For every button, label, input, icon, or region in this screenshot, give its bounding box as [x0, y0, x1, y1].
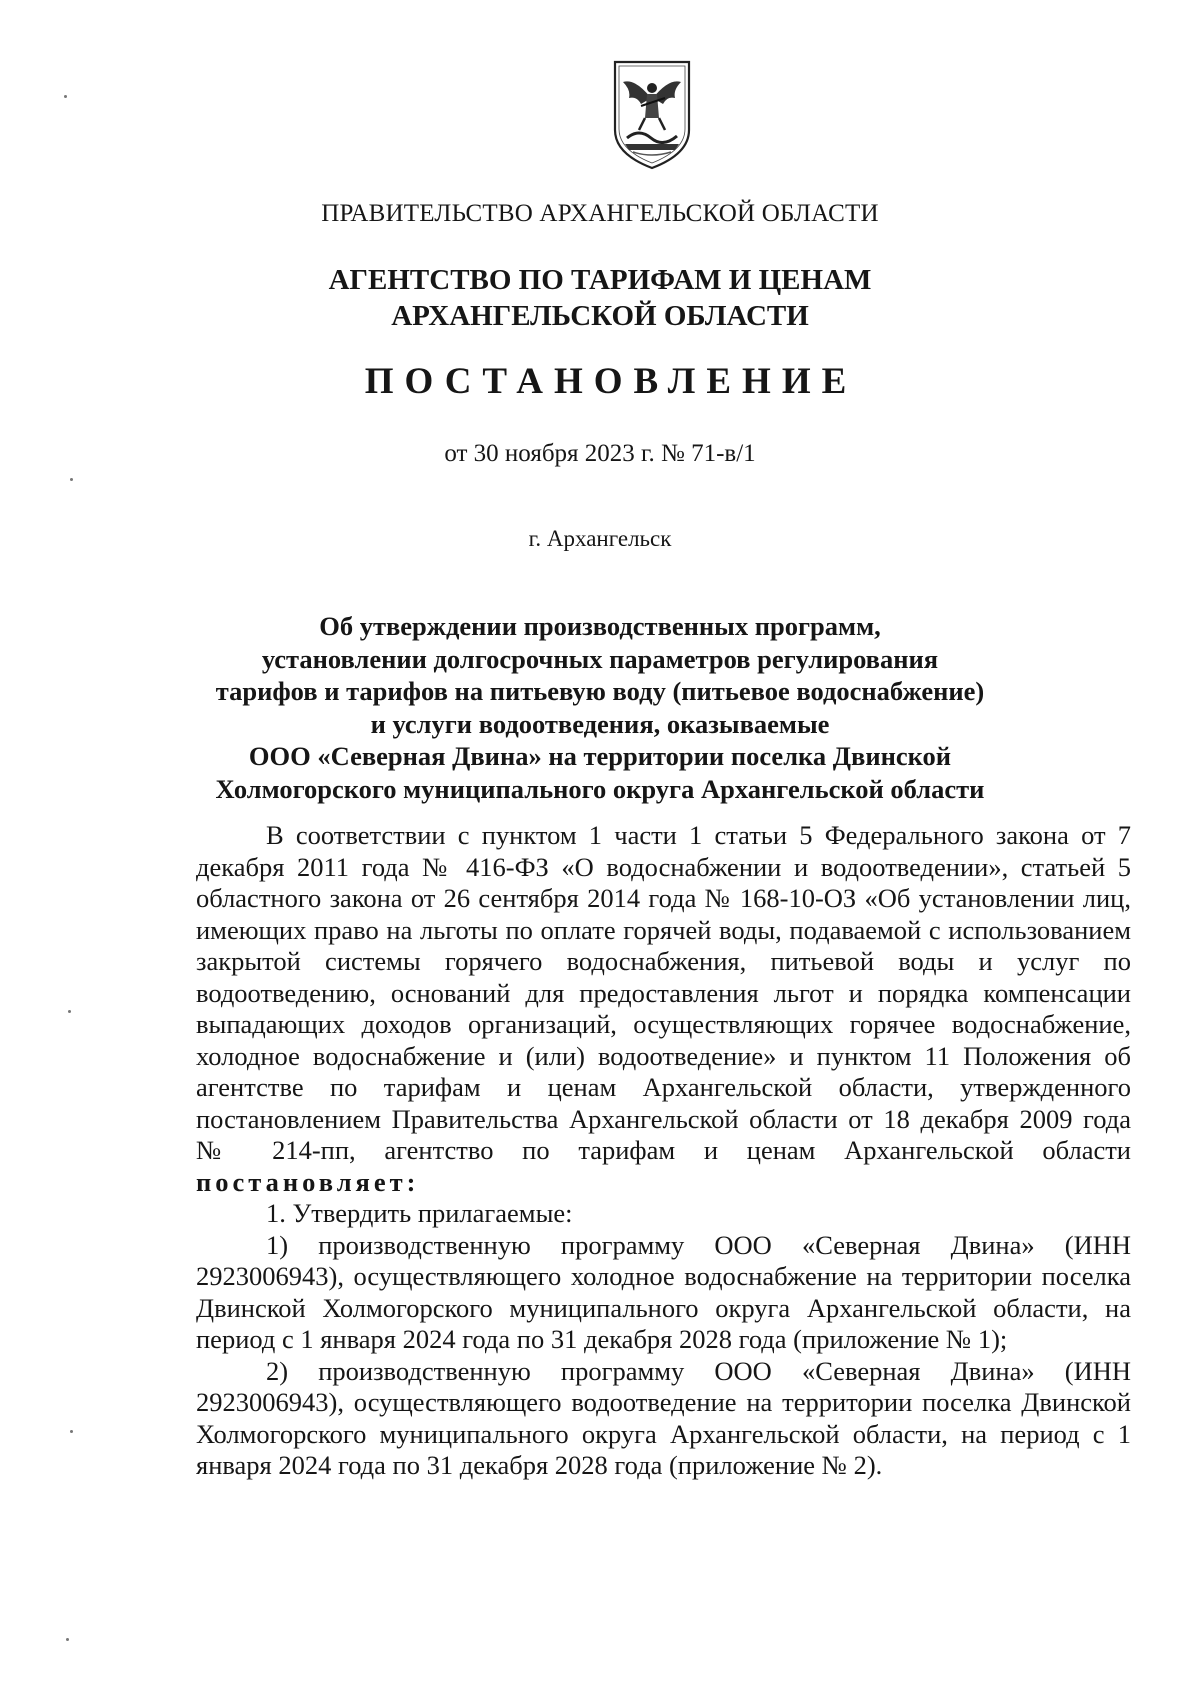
coat-of-arms-emblem [611, 58, 693, 170]
subject-line: и услуги водоотведения, оказываемые [370, 708, 830, 739]
subject-line: установлении долгосрочных параметров регулирования [261, 643, 939, 674]
scan-speck [68, 1010, 71, 1013]
subject-line: ООО «Северная Двина» на территории поселка Двинской [248, 741, 952, 771]
resolves-word: постановляет: [196, 1166, 420, 1197]
scan-speck [66, 1638, 69, 1641]
document-subject [0, 610, 1200, 805]
preamble-paragraph [196, 820, 1131, 1198]
subject-line: Холмогорского муниципального округа Архангельской области [215, 773, 985, 804]
document-date-number: от 30 ноября 2023 г. № 71-в/1 [444, 440, 756, 467]
document-type-title: ПОСТАНОВЛЕНИЕ [364, 361, 858, 402]
preamble-text: В соответствии с пунктом 1 части 1 статьи 5 Федерального закона от 7 декабря 2011 года № 416-ФЗ «О водоснабжении и водоотведении», статьей 5 областного закона от 26 сентября 2014 года № 168-10-ОЗ «Об установлении лиц, имеющих право на льготы по оплате горячей воды, подаваемой с использованием закрытой системы горячего водоснабжения, питьевой воды и услуг по водоотведению, оснований для предоставления льгот и порядка компенсации выпадающих доходов организаций, осуществляющих горячее водоснабжение, холодное водоснабжение и (или) водоотведение» и пунктом 11 Положения об агентстве по тарифам и ценам Архангельской области, утвержденного постановлением Правительства Архангельской области от 18 декабря 2009 года № 214-пп, агентство по тарифам и ценам Архангельской области [196, 820, 1131, 1165]
subitem-1-paragraph: 1) производственную программу ООО «Северная Двина» (ИНН 2923006943), осуществляющего холодное водоснабжение на территории поселка Двинской Холмогорского муниципального округа Архангельской области, на период с 1 января 2024 года по 31 декабря 2028 года (приложение № 1); [196, 1229, 1131, 1354]
subject-line: Об утверждении производственных программ, [319, 611, 881, 641]
government-name: ПРАВИТЕЛЬСТВО АРХАНГЕЛЬСКОЙ ОБЛАСТИ [321, 200, 879, 227]
subitem-2-paragraph: 2) производственную программу ООО «Северная Двина» (ИНН 2923006943), осуществляющего водоотведение на территории поселка Двинской Холмогорского муниципального округа Архангельской области, на период с 1 января 2024 года по 31 декабря 2028 года (приложение № 2). [196, 1355, 1131, 1480]
scan-speck [70, 1430, 73, 1433]
document-body [196, 820, 1131, 1482]
item-1-paragraph: 1. Утвердить прилагаемые: [266, 1198, 573, 1228]
agency-name-line1: АГЕНТСТВО ПО ТАРИФАМ И ЦЕНАМ [328, 264, 872, 296]
subject-line: тарифов и тарифов на питьевую воду (питьевое водоснабжение) [215, 676, 985, 706]
scan-speck [64, 95, 67, 98]
agency-name [0, 262, 1200, 334]
document-city: г. Архангельск [528, 526, 672, 551]
agency-name-line2: АРХАНГЕЛЬСКОЙ ОБЛАСТИ [391, 300, 809, 332]
scan-speck [70, 478, 73, 481]
